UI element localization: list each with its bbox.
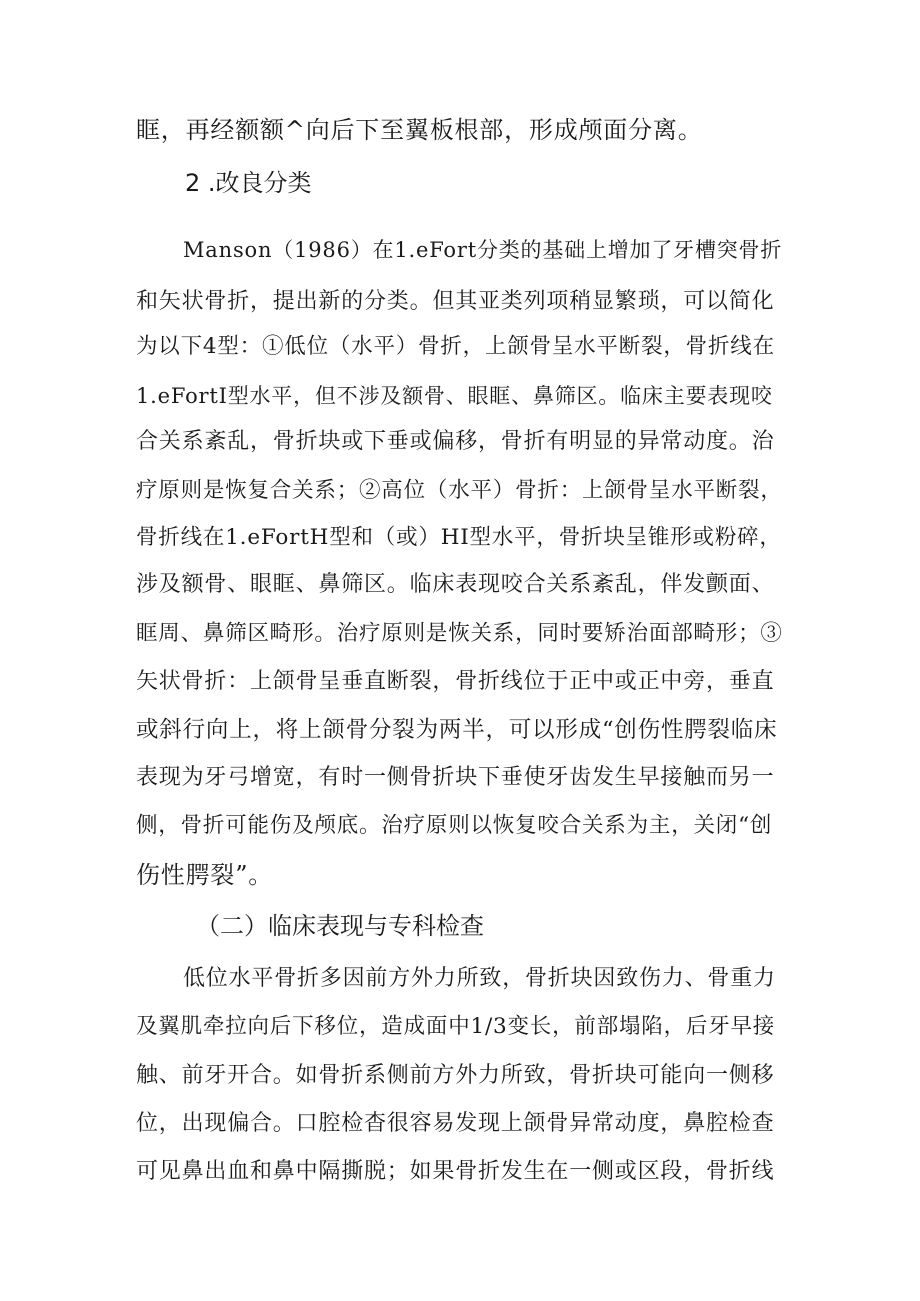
line-text: 和矢状骨折，提出新的分类。但其亚类列项稍显繁琐，可以简化 xyxy=(136,289,775,314)
line-text: Manson（1986）在1.eFort分类的基础上增加了牙槽突骨折 xyxy=(183,238,783,262)
text-line xyxy=(0,327,920,367)
line-text: 位，出现偏合。口腔检杳很容易发现上颌骨异常动度，鼻腔检查 xyxy=(136,1111,775,1136)
text-line xyxy=(0,376,920,416)
text-line xyxy=(0,855,920,895)
text-line xyxy=(0,710,920,750)
subsection-heading xyxy=(0,163,920,203)
text-line xyxy=(0,758,920,798)
line-text: 侧，骨折可能伤及颅底。治疗原则以恢复咬合关系为主，关闭“创 xyxy=(136,813,773,838)
text-line xyxy=(0,518,920,558)
line-text: 眶，再经额额^向后下至翼板根部，形成颅面分离。 xyxy=(136,116,703,144)
text-line xyxy=(0,1056,920,1096)
line-text: 矢状骨折：上颌骨呈垂直断裂，骨折线位于正中或正中旁，垂直 xyxy=(136,669,775,694)
text-line xyxy=(0,422,920,462)
text-line xyxy=(0,662,920,702)
section-heading xyxy=(0,906,920,946)
line-text: 眶周、鼻筛区畸形。治疗原则是恢关系，同时要矫治面部畸形；③ xyxy=(136,621,783,646)
line-text: 骨折线在1.eFortH型和（或）HI型水平，骨折块呈锥形或粉碎， xyxy=(136,525,782,550)
text-line xyxy=(0,614,920,654)
text-line xyxy=(0,565,920,605)
line-text: 及翼肌牵拉向后下移位，造成面中1/3变长，前部塌陷，后牙早接 xyxy=(136,1014,776,1039)
text-line xyxy=(0,282,920,322)
line-text: 或斜行向上，将上颌骨分裂为两半，可以形成“创伤性腭裂临床 xyxy=(136,717,778,743)
line-text: 触、前牙开合。如骨折系侧前方外力所致，骨折块可能向一侧移 xyxy=(136,1063,775,1088)
line-text: 低位水平骨折多因前方外力所致，骨折块因致伤力、骨重力 xyxy=(183,966,776,991)
text-line xyxy=(0,959,920,999)
line-text: 可见鼻出血和鼻中隔撕脱；如果骨折发生在一侧或区段，骨折线 xyxy=(136,1159,775,1184)
text-line xyxy=(0,1152,920,1192)
line-text: （二）临床表现与专科检查 xyxy=(196,912,484,940)
line-text: 2 .改良分类 xyxy=(185,169,312,197)
text-line xyxy=(0,1104,920,1144)
line-text: 涉及额骨、眼眶、鼻筛区。临床表现咬合关系紊乱，伴发颤面、 xyxy=(136,572,775,597)
line-text: 表现为牙弓增宽，有时一侧骨折块下垂使牙齿发生早接触而另一 xyxy=(136,765,775,790)
line-text: 疗原则是恢复合关系；②高位（水平）骨折：上颌骨呈水平断裂， xyxy=(136,478,783,503)
line-text: 1.eFortI型水平，但不涉及额骨、眼眶、鼻筛区。临床主要表现咬 xyxy=(136,384,773,408)
line-text: 为以下4型：①低位（水平）骨折，上颌骨呈水平断裂，骨折线在 xyxy=(136,334,775,359)
line-text: 合关系紊乱，骨折块或下垂或偏移，骨折有明显的异常动度。治 xyxy=(136,429,775,454)
line-text: 伤性腭裂”。 xyxy=(136,861,274,889)
text-line xyxy=(0,110,920,150)
text-line xyxy=(0,471,920,511)
text-line xyxy=(0,806,920,846)
text-line xyxy=(0,1007,920,1047)
text-line xyxy=(0,230,920,270)
